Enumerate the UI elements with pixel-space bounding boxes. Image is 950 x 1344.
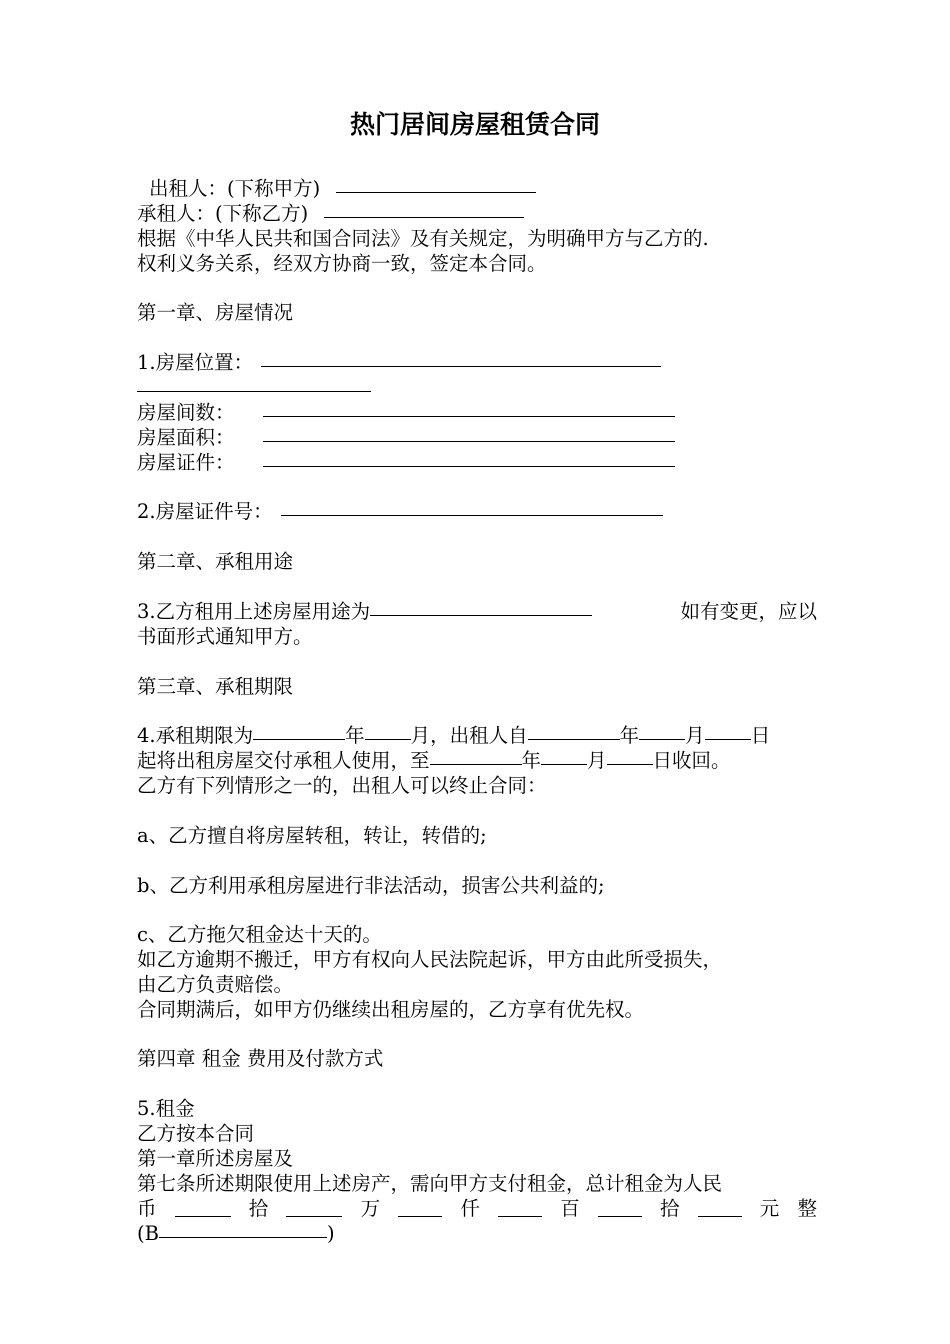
use-text-b: 如有变更，应以 bbox=[680, 600, 817, 623]
term-line bbox=[137, 723, 817, 748]
rent-line-3: 第七条所述期限使用上述房产，需向甲方支付租金，总计租金为人民 bbox=[137, 1172, 723, 1195]
use-line bbox=[137, 599, 817, 624]
rooms-label: 房屋间数： bbox=[137, 401, 235, 424]
term-years-blank[interactable] bbox=[253, 738, 345, 740]
priority-line: 合同期满后，如甲方仍继续出租房屋的，乙方享有优先权。 bbox=[137, 998, 645, 1021]
cert-label: 房屋证件： bbox=[137, 451, 235, 474]
amount-blank-5[interactable] bbox=[598, 1215, 642, 1217]
location-line bbox=[137, 350, 817, 375]
rooms-line bbox=[137, 400, 817, 425]
chapter-1-heading: 第一章、房屋情况 bbox=[137, 301, 294, 324]
page-title: 热门居间房屋租赁合同 bbox=[349, 110, 600, 139]
chapter-2-heading: 第二章、承租用途 bbox=[137, 550, 294, 573]
lessee-line bbox=[137, 201, 817, 226]
rooms-blank[interactable] bbox=[263, 415, 675, 417]
day-label: 日 bbox=[750, 724, 771, 747]
use-line-2: 书面形式通知甲方。 bbox=[137, 625, 313, 648]
unit-yuan: 元 bbox=[759, 1197, 780, 1220]
lessee-label: 承租人：(下称乙方) bbox=[137, 202, 309, 225]
item-a: a、乙方擅自将房屋转租，转让，转借的; bbox=[137, 824, 487, 847]
overdue-line-2: 由乙方负责赔偿。 bbox=[137, 973, 294, 996]
term-label: 4.承租期限为 bbox=[137, 724, 254, 747]
use-blank[interactable] bbox=[370, 614, 592, 616]
start-month-blank[interactable] bbox=[639, 738, 685, 740]
from-label: ，出租人自 bbox=[430, 724, 528, 747]
month-label: 月 bbox=[410, 724, 431, 747]
chapter-4-heading: 第四章 租金 费用及付款方式 bbox=[137, 1047, 384, 1070]
lessor-label: 出租人：(下称甲方) bbox=[149, 177, 321, 200]
amount-figures-blank[interactable] bbox=[159, 1236, 327, 1238]
use-text-a bbox=[137, 599, 592, 624]
use-label: 3.乙方租用上述房屋用途为 bbox=[137, 600, 371, 623]
month-label: 月 bbox=[587, 749, 607, 772]
start-year-blank[interactable] bbox=[528, 738, 620, 740]
unit-wan: 万 bbox=[360, 1197, 381, 1220]
lessor-blank[interactable] bbox=[336, 191, 536, 193]
amount-blank-1[interactable] bbox=[175, 1215, 231, 1217]
amount-blank-2[interactable] bbox=[286, 1215, 342, 1217]
amount-blank-3[interactable] bbox=[398, 1215, 442, 1217]
certno-label: 2.房屋证件号： bbox=[137, 500, 273, 523]
unit-currency: 币 bbox=[137, 1197, 157, 1220]
rent-line-2: 第一章所述房屋及 bbox=[137, 1147, 294, 1170]
end-day-blank[interactable] bbox=[607, 763, 653, 765]
location-blank-2[interactable] bbox=[137, 390, 371, 392]
overdue-line-1: 如乙方逾期不搬迁，甲方有权向人民法院起诉，甲方由此所受损失， bbox=[137, 948, 723, 971]
unit-bai: 百 bbox=[560, 1197, 580, 1220]
area-blank[interactable] bbox=[263, 440, 675, 442]
unit-shi-2: 拾 bbox=[659, 1197, 680, 1220]
location-label: 1.房屋位置： bbox=[137, 351, 254, 374]
b-open: (B bbox=[137, 1222, 159, 1245]
term-months-blank[interactable] bbox=[365, 738, 411, 740]
rent-heading: 5.租金 bbox=[137, 1097, 195, 1120]
unit-qian: 仟 bbox=[460, 1197, 480, 1220]
unit-zheng: 整 bbox=[797, 1197, 817, 1220]
intro-line-1: 根据《中华人民共和国合同法》及有关规定，为明确甲方与乙方的. bbox=[137, 227, 709, 250]
intro-line-2: 权利义务关系，经双方协商一致，签定本合同。 bbox=[137, 252, 547, 275]
until-label: 起将出租房屋交付承租人使用，至 bbox=[137, 749, 430, 772]
location-line-2 bbox=[137, 375, 817, 400]
area-line bbox=[137, 425, 817, 450]
amount-blank-4[interactable] bbox=[498, 1215, 542, 1217]
end-year-blank[interactable] bbox=[430, 763, 522, 765]
end-month-blank[interactable] bbox=[541, 763, 587, 765]
amount-blank-6[interactable] bbox=[698, 1215, 742, 1217]
rent-amount-line bbox=[137, 1196, 817, 1221]
year-label: 年 bbox=[521, 749, 542, 772]
cert-blank[interactable] bbox=[263, 465, 675, 467]
certno-line bbox=[137, 499, 817, 524]
rent-line-1: 乙方按本合同 bbox=[137, 1122, 255, 1145]
item-b: b、乙方利用承租房屋进行非法活动，损害公共利益的; bbox=[137, 874, 605, 897]
chapter-3-heading: 第三章、承租期限 bbox=[137, 675, 294, 698]
term-line-2 bbox=[137, 748, 817, 773]
cert-line bbox=[137, 450, 817, 475]
year-label: 年 bbox=[345, 724, 365, 747]
certno-blank[interactable] bbox=[281, 514, 663, 516]
year-label: 年 bbox=[619, 724, 640, 747]
lessor-line bbox=[149, 176, 829, 201]
month-label: 月 bbox=[685, 724, 705, 747]
start-day-blank[interactable] bbox=[705, 738, 751, 740]
area-label: 房屋面积： bbox=[137, 426, 235, 449]
terminate-line: 乙方有下列情形之一的，出租人可以终止合同： bbox=[137, 774, 547, 797]
item-c: c、乙方拖欠租金达十天的。 bbox=[137, 923, 382, 946]
b-close: ) bbox=[326, 1222, 335, 1245]
rent-b-line bbox=[137, 1221, 817, 1246]
unit-shi: 拾 bbox=[248, 1197, 269, 1220]
lessee-blank[interactable] bbox=[324, 216, 524, 218]
location-blank[interactable] bbox=[261, 365, 661, 367]
return-label: 日收回。 bbox=[652, 749, 731, 772]
